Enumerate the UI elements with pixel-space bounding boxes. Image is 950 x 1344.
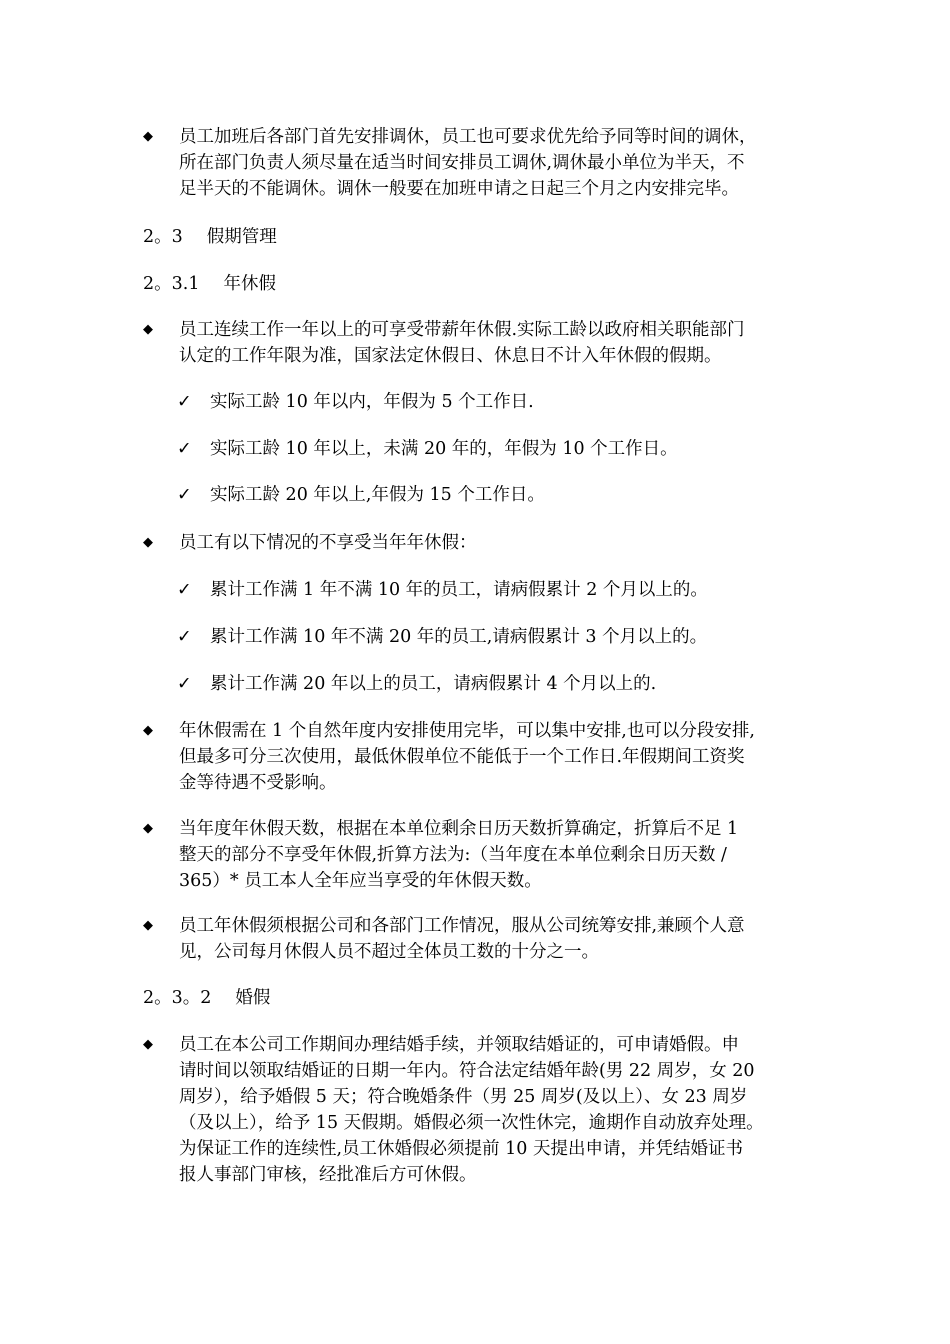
paragraph-line: 见，公司每月休假人员不超过全体员工数的十分之一。 [179, 942, 599, 962]
paragraph [179, 816, 819, 894]
paragraph [179, 1032, 819, 1188]
paragraph-line: 员工加班后各部门首先安排调休，员工也可要求优先给予同等时间的调休， [179, 127, 757, 147]
paragraph-line: 365）* 员工本人全年应当享受的年休假天数。 [179, 871, 542, 891]
paragraph-line: 当年度年休假天数，根据在本单位剩余日历天数折算确定，折算后不足 1 [179, 819, 739, 839]
paragraph-line: 认定的工作年限为准，国家法定休假日、休息日不计入年休假的假期。 [179, 346, 722, 366]
paragraph-line: 年休假需在 1 个自然年度内安排使用完毕，可以集中安排,也可以分段安排, [179, 721, 755, 741]
check-list-text: 实际工龄 10 年以上，未满 20 年的，年假为 10 个工作日。 [210, 439, 678, 459]
section-title: 婚假 [235, 988, 271, 1008]
paragraph [179, 124, 819, 202]
paragraph-line: 所在部门负责人须尽量在适当时间安排员工调休,调休最小单位为半天，不 [179, 153, 745, 173]
section-heading [143, 224, 277, 250]
paragraph [179, 913, 819, 965]
paragraph-line: （及以上），给予 15 天假期。婚假必须一次性休完，逾期作自动放弃处理。 [179, 1113, 764, 1133]
check-list-text: 累计工作满 20 年以上的员工，请病假累计 4 个月以上的. [210, 674, 657, 694]
section-title: 假期管理 [206, 227, 277, 247]
paragraph-line: 报人事部门审核，经批准后方可休假。 [179, 1165, 477, 1185]
check-list-text: 累计工作满 10 年不满 20 年的员工,请病假累计 3 个月以上的。 [210, 627, 708, 647]
paragraph-line: 员工有以下情况的不享受当年年休假： [179, 533, 477, 553]
check-list-text: 实际工龄 10 年以内，年假为 5 个工作日. [210, 392, 534, 412]
section-number: 2。3。2 [143, 988, 212, 1008]
section-heading [143, 985, 270, 1011]
paragraph-line: 为保证工作的连续性,员工休婚假必须提前 10 天提出申请，并凭结婚证书 [179, 1139, 743, 1159]
check-mark-icon: ✓ [177, 392, 192, 412]
paragraph-line: 员工在本公司工作期间办理结婚手续，并领取结婚证的，可申请婚假。申 [179, 1035, 739, 1055]
paragraph [179, 718, 819, 796]
paragraph-line: 足半天的不能调休。调休一般要在加班申请之日起三个月之内安排完毕。 [179, 179, 739, 199]
paragraph-line: 但最多可分三次使用，最低休假单位不能低于一个工作日.年假期间工资奖 [179, 747, 745, 767]
diamond-bullet-icon: ◆ [143, 322, 153, 337]
paragraph-line: 请时间以领取结婚证的日期一年内。符合法定结婚年龄(男 22 周岁，女 20 [179, 1061, 755, 1081]
paragraph-line: 员工年休假须根据公司和各部门工作情况，服从公司统筹安排,兼顾个人意 [179, 916, 745, 936]
check-mark-icon: ✓ [177, 674, 192, 694]
paragraph [179, 317, 819, 369]
paragraph-line: 整天的部分不享受年休假,折算方法为:（当年度在本单位剩余日历天数 / [179, 845, 727, 865]
section-heading [143, 271, 276, 297]
diamond-bullet-icon: ◆ [143, 535, 153, 550]
check-mark-icon: ✓ [177, 485, 192, 505]
check-mark-icon: ✓ [177, 580, 192, 600]
diamond-bullet-icon: ◆ [143, 918, 153, 933]
paragraph-line: 周岁），给予婚假 5 天；符合晚婚条件（男 25 周岁(及以上）、女 23 周岁 [179, 1087, 748, 1107]
section-title: 年休假 [223, 274, 276, 294]
check-mark-icon: ✓ [177, 439, 192, 459]
diamond-bullet-icon: ◆ [143, 821, 153, 836]
diamond-bullet-icon: ◆ [143, 129, 153, 144]
check-mark-icon: ✓ [177, 627, 192, 647]
section-number: 2。3.1 [143, 274, 200, 294]
paragraph-line: 金等待遇不受影响。 [179, 773, 337, 793]
paragraph [179, 530, 819, 556]
diamond-bullet-icon: ◆ [143, 1037, 153, 1052]
check-list-text: 实际工龄 20 年以上,年假为 15 个工作日。 [210, 485, 545, 505]
check-list-text: 累计工作满 1 年不满 10 年的员工，请病假累计 2 个月以上的。 [210, 580, 708, 600]
diamond-bullet-icon: ◆ [143, 723, 153, 738]
section-number: 2。3 [143, 227, 183, 247]
paragraph-line: 员工连续工作一年以上的可享受带薪年休假.实际工龄以政府相关职能部门 [179, 320, 745, 340]
